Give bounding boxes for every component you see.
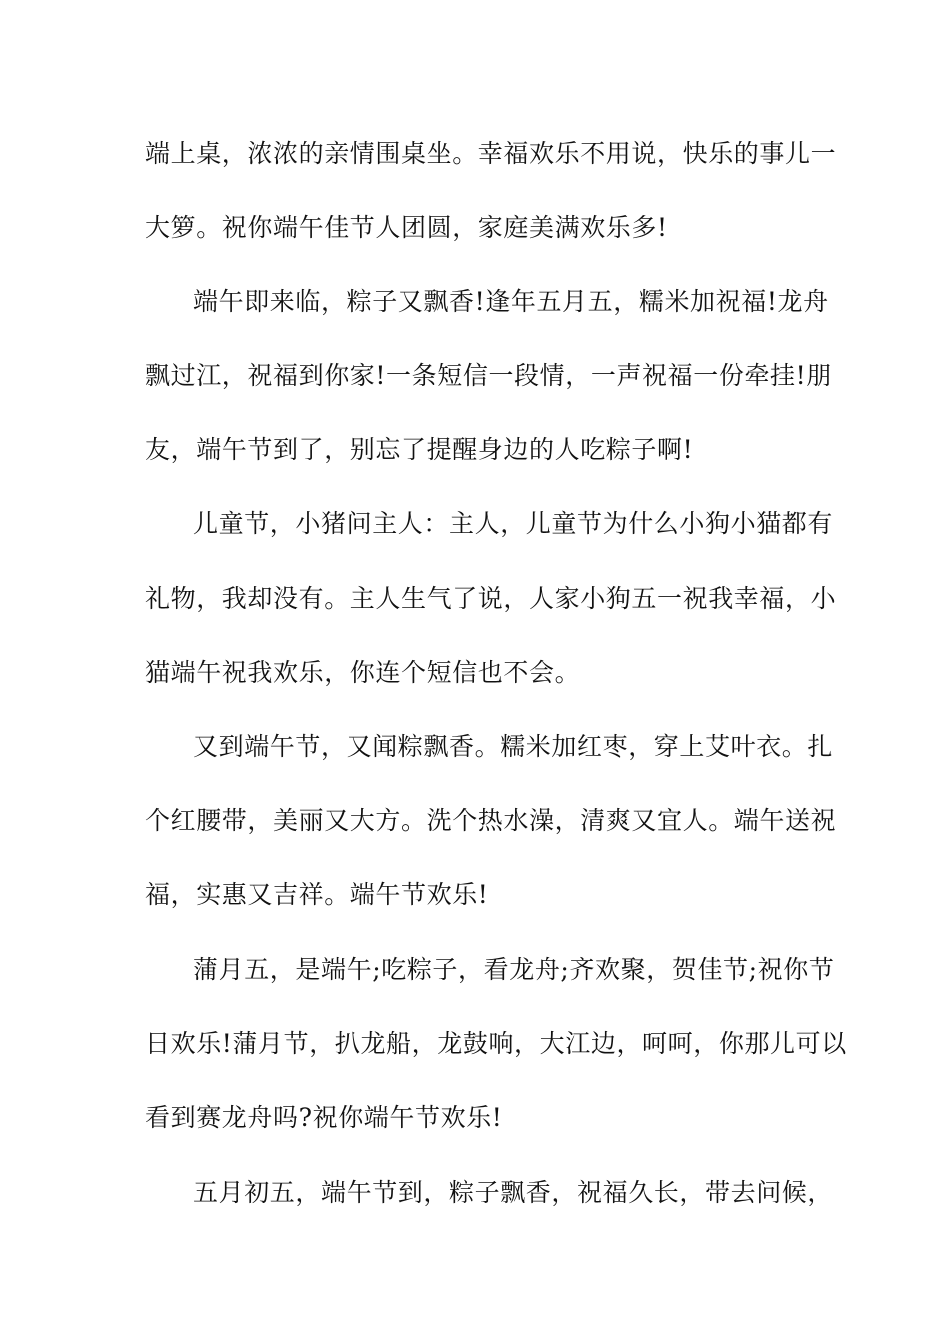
text-line: 福，实惠又吉祥。端午节欢乐! <box>145 880 489 909</box>
text-line: 友，端午节到了，别忘了提醒身边的人吃粽子啊! <box>145 435 694 464</box>
text-line: 个红腰带，美丽又大方。洗个热水澡，清爽又宜人。端午送祝 <box>145 806 837 835</box>
text-line: 礼物，我却没有。主人生气了说，人家小狗五一祝我幸福，小 <box>145 584 837 613</box>
paragraph-start-line: 又到端午节，又闻粽飘香。糯米加红枣，穿上艾叶衣。扎 <box>193 732 834 761</box>
paragraph-start-line: 五月初五，端午节到，粽子飘香，祝福久长，带去问候， <box>193 1178 834 1207</box>
text-line: 大箩。祝你端午佳节人团圆，家庭美满欢乐多! <box>145 213 668 242</box>
paragraph-start-line: 端午即来临，粽子又飘香!逢年五月五，糯米加祝福!龙舟 <box>193 287 829 316</box>
text-line: 端上桌，浓浓的亲情围桌坐。幸福欢乐不用说，快乐的事儿一 <box>145 139 837 168</box>
text-line: 看到赛龙舟吗?祝你端午节欢乐! <box>145 1103 503 1132</box>
text-line: 飘过江，祝福到你家!一条短信一段情，一声祝福一份牵挂!朋 <box>145 361 832 390</box>
text-line: 日欢乐!蒲月节，扒龙船，龙鼓响，大江边，呵呵，你那儿可以 <box>145 1029 847 1058</box>
text-line: 猫端午祝我欢乐，你连个短信也不会。 <box>145 658 581 687</box>
paragraph-start-line: 儿童节，小猪问主人：主人，儿童节为什么小狗小猫都有 <box>193 509 834 538</box>
paragraph-start-line: 蒲月五，是端午;吃粽子，看龙舟;齐欢聚，贺佳节;祝你节 <box>193 955 835 984</box>
